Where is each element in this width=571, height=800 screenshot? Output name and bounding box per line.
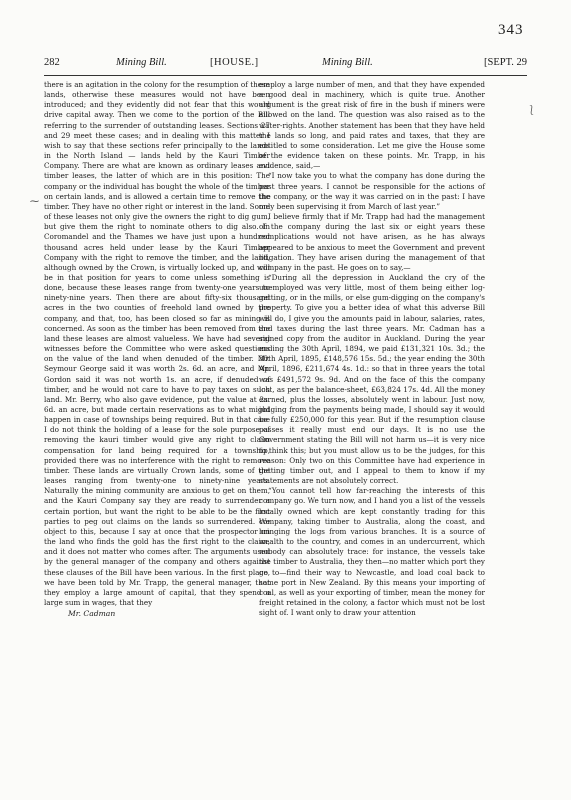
margin-mark: ⎱ — [527, 105, 537, 115]
paragraph: “During all the depression in Auckland the cry of the unemployed was very little, most of them being either log-getting, or in the mills, or else gum-digging on the company's property. To give you a better idea of what this adverse Bill will do, I give you the amounts paid in labour, salaries, rates, and taxes during the last three years. Mr. Cadman has a signed copy from the auditor in Auckland. During the year ending the 30th April, 1894, we paid £131,321 10s. 3d.; the 30th April, 1895, £148,576 15s. 5d.; the year ending the 30th April, 1896, £211,674 4s. 1d.: so that in three years the total was £491,572 9s. 9d. And on the face of this the company lost, as per the balance-sheet, £63,824 17s. 4d. All the money earned, plus the losses, absolutely went in labour. Just now, judging from the payments being made, I should say it would be fully £250,000 for this year. But if the resumption clause passes it really must end our days. It is no use the Government stating the Bill will not harm us—it is very nice to think this; but you must allow us to be the judges, for this reason: Only two on this Committee have had experience in getting timber out, and I appeal to them to know if my statements are not absolutely correct. — [259, 272, 485, 486]
header-rule — [44, 75, 527, 76]
header-title-left: Mining Bill. — [116, 57, 167, 68]
right-column — [259, 80, 485, 618]
margin-mark: ⁓ — [30, 196, 39, 206]
paragraph: “You cannot tell how far-reaching the interests of this company go. We turn now, and I hand you a list of the vessels locally owned which are kept constantly trading for this company, taking timber to Australia, along the coast, and bringing the logs from various branches. It is a source of wealth to the country, and comes in an undercurrent, which nobody can absolutely trace: for instance, the vessels take the timber to Australia, they then—no matter which port they go to—find their way to Newcastle, and load coal back to some port in New Zealand. By this means your importing of coal, as well as your exporting of timber, mean the money for freight retained in the colony, a factor which must not be lost sight of. I want only to draw your attention — [259, 486, 485, 618]
header-house: [HOUSE.] — [210, 57, 259, 68]
page-number: 282 — [44, 57, 60, 68]
left-column — [44, 80, 270, 619]
running-header — [44, 57, 527, 73]
paragraph: “I now take you to what the company has done during the past three years. I cannot be responsible for the actions of the company, or the way it was carried on in the past: I have only been supervising it from March of last year.” — [259, 171, 485, 211]
header-date: [SEPT. 29 — [484, 57, 527, 68]
header-title-right: Mining Bill. — [322, 57, 373, 68]
speaker-name: Mr. Cadman — [68, 609, 116, 619]
handwritten-page-number: 343 — [498, 22, 524, 38]
paragraph: there is an agitation in the colony for the resumption of these lands, otherwise these measures would not have been introduced; and they evidently did not fear that this would drive capital away. Then we come to the portion of the Bill referring to the surrender of outstanding leases. Sections 27 and 29 meet these cases; and in dealing with this matter I wish to say that these sections refer principally to the lands in the North Island — lands held by the Kauri Timber Company. There are what are known as ordinary leases and timber leases, the latter of which are in this position: The company or the individual has bought the whole of the timber on certain lands, and is allowed a certain time to remove the timber. They have no other right or interest in the land. Some of these leases not only give the owners the right to dig gum, but give them the right to nominate others to dig also. In Coromandel and the Thames we have just upon a hundred thousand acres held under lease by the Kauri Timber Company with the right to remove the timber, and the land, although owned by the Crown, is virtually locked up, and will be in that position for years to come unless something is done, because these leases range from twenty-one years to ninety-nine years. Then there are about fifty-six thousand acres in the two counties of freehold land owned by the company, and that, too, has been closed so far as mining is concerned. As soon as the timber has been removed from the land these leases are almost valueless. We have had several witnesses before the Committee who were asked questions on the value of the land when denuded of the timber. Mr. Seymour George said it was worth 2s. 6d. an acre, and Mr. Gordon said it was not worth 1s. an acre, if denuded of timber, and he would not care to have to pay taxes on such land. Mr. Berry, who also gave evidence, put the value at 2s. 6d. an acre, but made certain reservations as to what might happen in case of townships being required. But in that case I do not think the holding of a lease for the sole purpose of removing the kauri timber would give any right to claim compensation for land being required for a township, provided there was no interference with the right to remove timber. These lands are virtually Crown lands, some of the leases ranging from twenty-one to ninety-nine years. Naturally the mining community are anxious to get on them, and the Kauri Company say they are ready to surrender a certain portion, but want the right to be able to be the first parties to peg out claims on the lands so surrendered. We object to this, because I say at once that the prospector on the land who finds the gold has the first right to the claim, and it does not matter who comes after. The arguments used by the general manager of the company and others against these clauses of the Bill have been various. In the first place, we have been told by Mr. Trapp, the general manager, that they employ a large amount of capital, that they spend a large sum in wages, that they — [44, 80, 270, 607]
paragraph: employ a large number of men, and that they have expended a good deal in machinery, which is quite true. Another argument is the great risk of fire in the bush if miners were allowed on the land. The question was also raised as to the water-rights. Another statement has been that they have held the lands so long, and paid rates and taxes, that they are entitled to some consideration. Let me give the House some of the evidence taken on these points. Mr. Trapp, in his evidence, said,— — [259, 80, 485, 171]
paragraph: I believe firmly that if Mr. Trapp had had the management of the company during the last six or eight years these complications would not have arisen, as he has always appeared to be anxious to meet the Government and prevent litigation. They have arisen during the management of that company in the past. He goes on to say,— — [259, 212, 485, 272]
